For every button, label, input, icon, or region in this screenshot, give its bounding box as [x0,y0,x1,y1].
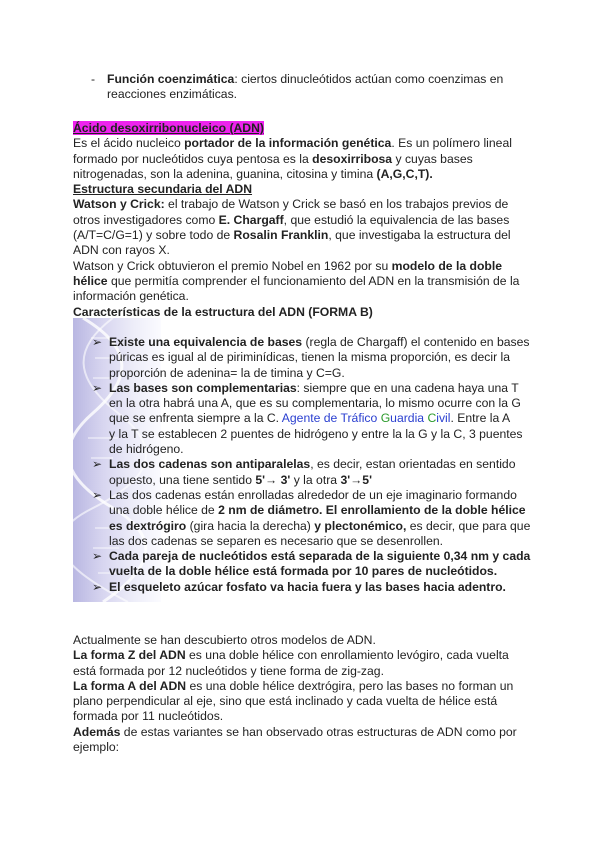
list-item [73,381,523,457]
bullet-text: proporción de adenina= la de timina y C=G. [109,365,345,380]
bullet-text: y la otra [290,472,341,487]
bullet-bold: Las bases son complementarias [109,380,297,395]
bullet-text: es decir, que para que [406,518,531,533]
models-text: es una doble hélice dextrógira, pero las bases no forman un [186,678,514,693]
term-coenzimatica: Función coenzimática [107,72,235,86]
list-item [73,549,531,580]
bullet-bold: El esqueleto azúcar fosfato va hacia fuera y las bases hacia adentro. [109,579,506,594]
bullet-text: opuesto, una tiene sentido [109,472,256,487]
adn-def-text: y cuyas bases [392,151,473,166]
bullet-text: púricas es igual al de piriminídicas, tienen la misma proporción, es decir la [109,350,511,365]
adn-heading: Ácido desoxirribonucleico (ADN) [73,121,264,135]
bullet-text: en la otra habrá una A, que es su complementaria, lo mismo ocurre con la G [109,396,521,411]
watson-text: que permitía comprender el funcionamiento del ADN en la transmisión de la [107,273,520,288]
models-intro: Actualmente se han descubierto otros modelos de ADN. [73,633,376,647]
arrow-bullet-icon: ➢ [92,549,103,564]
bullet-text: Las dos cadenas están enrolladas alrededor de un eje imaginario formando [109,487,517,502]
bullet-text: (regla de Chargaff) el contenido en bases [302,335,530,349]
watson-text: el trabajo de Watson y Crick se basó en los trabajos previos de [164,197,509,212]
bullet-bold: Las dos cadenas son antiparalelas [109,457,311,472]
bullet-bold: Existe una equivalencia de bases [109,335,303,349]
adn-def-text: formado por nucleótidos cuya pentosa es la [73,151,313,166]
bullet-bold: 2 nm de diámetro. El enrollamiento de la doble hélice [218,503,526,518]
arrow-bullet-icon: ➢ [92,457,103,472]
list-item [73,580,523,595]
adn-def-bold: (A,G,C,T). [376,166,433,181]
franklin-name: Rosalin Franklin [233,228,329,243]
secondary-structure-heading: Estructura secundaria del ADN [73,182,253,197]
arrow-bullet-icon: ➢ [92,335,103,349]
list-item [73,457,523,488]
bullet-bold: 5'→ 3' [255,472,291,487]
features-list [73,335,531,595]
bullet-text: las dos cadenas se separen es necesario que se desenrollen. [109,533,444,548]
agent-text: G [380,411,391,426]
intro-text-1: : ciertos dinucleótidos actúan como coenzimas en [234,72,504,86]
watson-crick-term: Watson y Crick: [73,197,165,212]
watson-text: , que estudió la equivalencia de las bases [283,212,510,227]
arrow-bullet-icon: ➢ [92,579,103,594]
bullet-text: que se enfrenta siempre a la C. [109,411,282,426]
models-text: ejemplo: [73,740,120,755]
watson-text: , que investigaba la estructura del [328,228,511,243]
dash-marker: - [91,72,96,86]
adn-def-bold: desoxirribosa [312,151,393,166]
bullet-text: (gira hacia la derecha) [186,518,315,533]
adn-def-text: nitrogenadas, son la adenina, guanina, citosina y timina [73,166,377,181]
bullet-bold: es dextrógiro [109,518,187,533]
watson-bold: modelo de la doble [391,258,503,273]
bullet-bold: y plectonémico, [314,518,407,533]
watson-text: Watson y Crick obtuvieron el premio Nobel en 1962 por su [73,258,392,273]
models-text: está formada por 12 nucleótidos y tiene forma de zig-zag. [73,663,384,678]
form-z-term: La forma Z del ADN [73,648,186,663]
arrow-bullet-icon: ➢ [92,380,103,395]
form-a-term: La forma A del ADN [73,678,187,693]
bullet-text: , es decir, estan orientadas en sentido [310,457,516,472]
list-item [73,487,531,549]
intro-text-2: reacciones enzimáticas. [107,87,238,102]
bullet-bold: vuelta de la doble hélice está formada por 10 pares de nucleótidos. [109,564,498,579]
agent-text: Agente de Tráfico [281,411,381,426]
watson-text: ADN con rayos X. [73,243,170,258]
agent-text: uardia [390,411,428,426]
features-heading: Características de la estructura del ADN (FORMA B) [73,304,373,319]
models-text: formada por 11 nucleótidos. [73,709,224,724]
agent-text: C [427,411,437,426]
bullet-bold: Cada pareja de nucleótidos está separada de la siguiente 0,34 nm y cada [109,549,531,564]
bullet-bold: 3'→5' [340,472,372,487]
agent-text: ivil [436,411,451,426]
watson-text: otros investigadores como [73,212,219,227]
bullet-text: . Entre la A [450,411,511,426]
adn-def-text: . Es un polímero lineal [391,136,512,151]
watson-bold: hélice [73,273,108,288]
bullet-text: y la T se establecen 2 puentes de hidrógeno y entre la la G y la C, 3 puentes [109,426,523,441]
adn-section [73,121,523,320]
adn-def-text: Es el ácido nucleico [73,136,185,151]
bullet-text: una doble hélice de [109,503,219,518]
ademas-term: Además [73,724,121,739]
models-text: de estas variantes se han observado otras estructuras de ADN como por [120,724,517,739]
bullet-text: : siempre que en una cadena haya una T [296,380,519,395]
list-item [73,335,530,381]
chargaff-name: E. Chargaff [218,212,284,227]
bullet-text: de hidrógeno. [109,442,184,457]
arrow-bullet-icon: ➢ [92,487,103,502]
models-text: es una doble hélice con enrollamiento levógiro, cada vuelta [185,648,509,663]
watson-text: (A/T=C/G=1) y sobre todo de [73,228,234,243]
adn-def-bold: portador de la información genética [184,136,392,151]
models-text: plano perpendicular al eje, sino que está inclinado y cada vuelta de hélice está [73,694,498,709]
models-section [73,633,523,755]
intro-bullet [73,72,523,103]
watson-text: información genética. [73,289,189,304]
